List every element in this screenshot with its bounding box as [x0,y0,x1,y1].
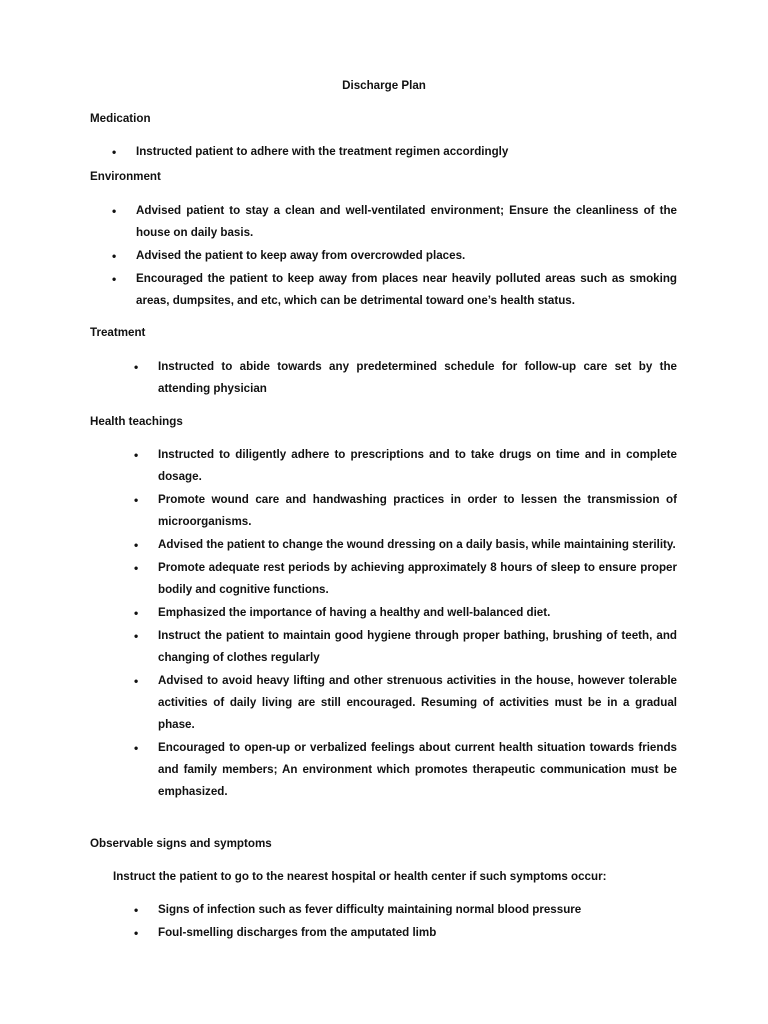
list-treatment [158,356,677,401]
list-item: • Advised the patient to keep away from overcrowded places. [136,245,677,267]
list-medication [136,141,677,164]
heading-treatment: Treatment [90,326,146,339]
heading-health-teachings: Health teachings [90,415,183,428]
list-item: • Encouraged to open-up or verbalized feelings about current health situation towards friends and family members; An environment which promotes therapeutic communication must be emphasized. [158,737,677,803]
list-item: • Signs of infection such as fever difficulty maintaining normal blood pressure [158,899,677,921]
list-item: • Promote adequate rest periods by achieving approximately 8 hours of sleep to ensure proper bodily and cognitive functions. [158,557,677,601]
signs-intro: Instruct the patient to go to the nearest hospital or health center if such symptoms occur: [113,870,607,883]
list-item: • Advised to avoid heavy lifting and other strenuous activities in the house, however tolerable activities of daily living are still encouraged. Resuming of activities must be in a gradual phase. [158,670,677,736]
list-item: • Instructed to abide towards any predetermined schedule for follow-up care set by the attending physician [158,356,677,400]
list-environment [136,200,677,313]
list-health-teachings [158,444,677,804]
heading-medication: Medication [90,112,151,125]
list-item: • Encouraged the patient to keep away from places near heavily polluted areas such as smoking areas, dumpsites, and etc, which can be detrimental toward one’s health status. [136,268,677,312]
list-item: • Instructed to diligently adhere to prescriptions and to take drugs on time and in complete dosage. [158,444,677,488]
list-signs [158,899,677,945]
list-item: • Instruct the patient to maintain good hygiene through proper bathing, brushing of teeth, and changing of clothes regularly [158,625,677,669]
list-item: • Advised patient to stay a clean and well-ventilated environment; Ensure the cleanliness of the house on daily basis. [136,200,677,244]
list-item: • Advised the patient to change the wound dressing on a daily basis, while maintaining sterility. [158,534,677,556]
list-item: • Emphasized the importance of having a healthy and well-balanced diet. [158,602,677,624]
list-item: • Foul-smelling discharges from the amputated limb [158,922,677,944]
page-title: Discharge Plan [342,79,426,92]
list-item: • Instructed patient to adhere with the treatment regimen accordingly [136,141,677,163]
heading-environment: Environment [90,170,161,183]
heading-observable-signs: Observable signs and symptoms [90,837,272,850]
list-item: • Promote wound care and handwashing practices in order to lessen the transmission of microorganisms. [158,489,677,533]
